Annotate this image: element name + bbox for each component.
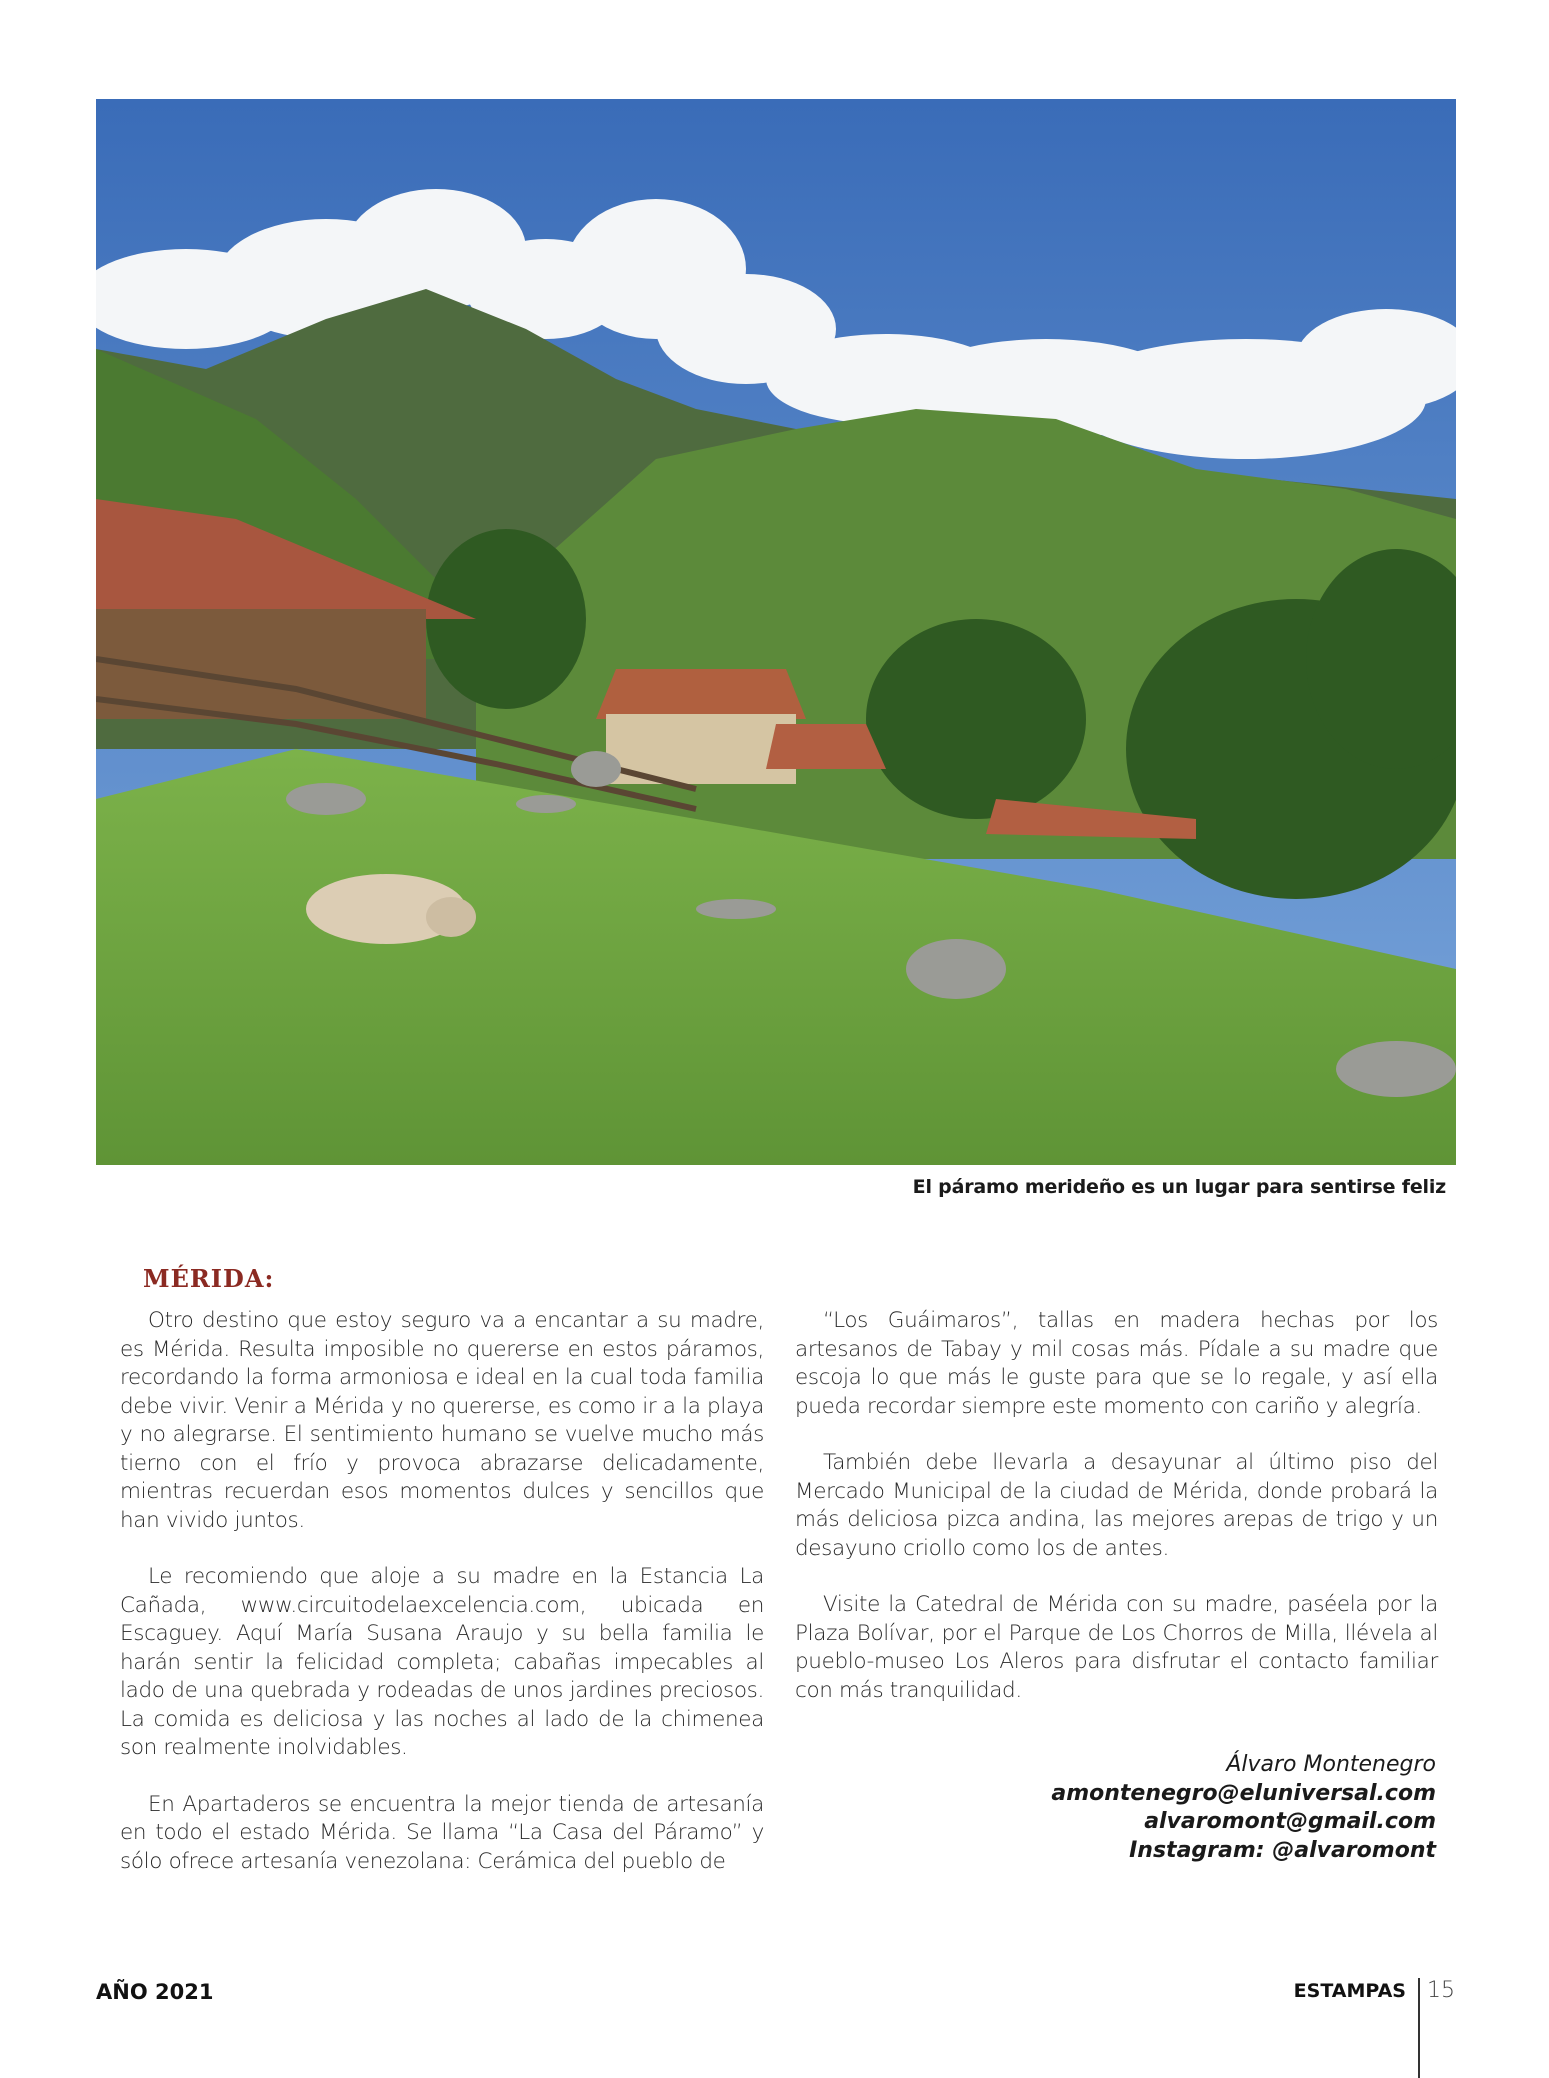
footer-divider — [1418, 1978, 1420, 2078]
footer-magazine-name: ESTAMPAS — [1293, 1980, 1406, 2002]
paragraph: “Los Guáimaros”, tallas en madera hechas por los artesanos de Tabay y mil cosas más. Pídale a su madre que escoja lo que más le guste para que se lo regale, y así ella pueda recordar siempre este momento con cariño y alegría. — [795, 1308, 1438, 1419]
author-instagram[interactable]: Instagram: @alvaromont — [1129, 1837, 1436, 1863]
section-title: MÉRIDA: — [143, 1264, 275, 1293]
footer-year: AÑO 2021 — [96, 1980, 214, 2004]
author-email-link[interactable]: alvaromont@gmail.com — [1144, 1809, 1436, 1834]
article-column-right — [795, 1307, 1438, 1733]
author-name: Álvaro Montenegro — [1226, 1752, 1436, 1777]
article-column-left — [120, 1307, 764, 1904]
mountain-landscape-photo — [96, 99, 1456, 1165]
paragraph: En Apartaderos se encuentra la mejor tienda de artesanía en todo el estado Mérida. Se llama “La Casa del Páramo” y sólo ofrece artesanía venezolana: Cerámica del pueblo de — [120, 1791, 764, 1874]
author-email-link[interactable]: amontenegro@eluniversal.com — [1051, 1780, 1436, 1806]
author-signature — [1051, 1751, 1436, 1865]
paragraph: Otro destino que estoy seguro va a encantar a su madre, es Mérida. Resulta imposible no quererse en estos páramos, recordando la forma armoniosa e ideal en la cual toda familia debe vivir. Venir a Mérida y no quererse, es como ir a la playa y no alegrarse. El sentimiento humano se vuelve mucho más tierno con el frío y provoca abrazarse delicadamente, mientras recuerdan esos momentos dulces y sencillos que han vivido juntos. — [120, 1308, 764, 1533]
photo-caption: El páramo merideño es un lugar para sentirse feliz — [912, 1176, 1446, 1198]
paragraph: También debe llevarla a desayunar al último piso del Mercado Municipal de la ciudad de Mérida, donde probará la más deliciosa pizca andina, las mejores arepas de trigo y un desayuno criollo como los de antes. — [795, 1450, 1438, 1561]
paragraph: Le recomiendo que aloje a su madre en la Estancia La Cañada, www.circuitodelaexcelencia.com, ubicada en Escaguey. Aquí María Susana Araujo y su bella familia le harán sentir la felicidad completa; cabañas impecables al lado de una quebrada y rodeadas de unos jardines preciosos. La comida es deliciosa y las noches al lado de la chimenea son realmente inolvidables. — [120, 1564, 764, 1760]
paragraph: Visite la Catedral de Mérida con su madre, paséela por la Plaza Bolívar, por el Parque de Los Chorros de Milla, llévela al pueblo-museo Los Aleros para disfrutar el contacto familiar con más tranquilidad. — [795, 1592, 1438, 1703]
page-number: 15 — [1427, 1978, 1455, 2003]
